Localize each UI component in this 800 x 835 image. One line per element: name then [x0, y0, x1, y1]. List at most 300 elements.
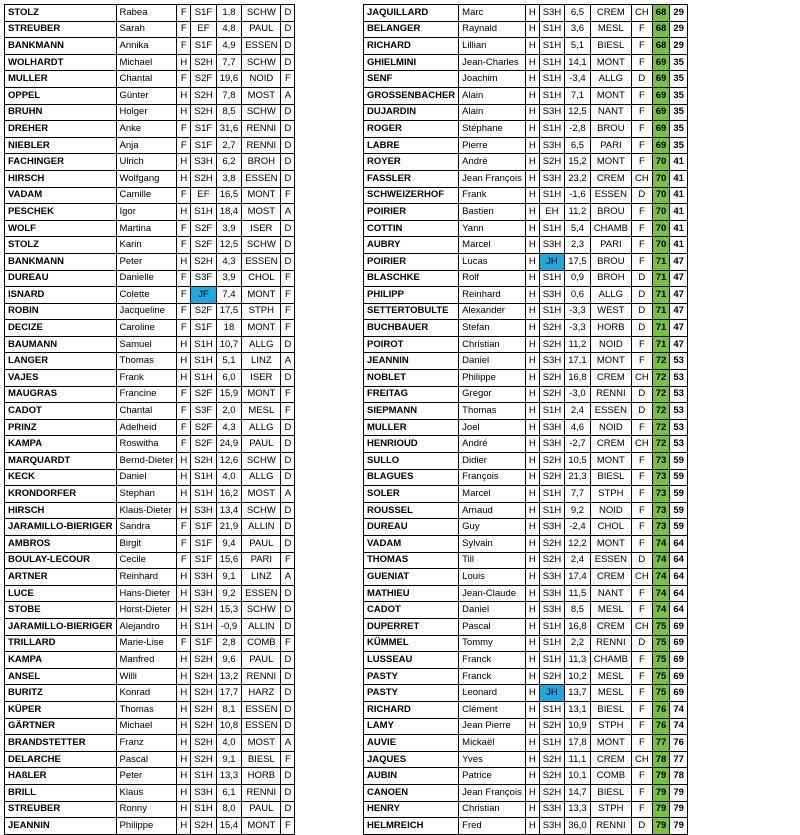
first-name-cell: Alejandro	[116, 618, 177, 635]
country-cell: CH	[632, 170, 653, 187]
category-cell: S2H	[539, 370, 564, 387]
club-cell: PAUL	[242, 652, 281, 669]
table-row	[364, 38, 688, 55]
table-row	[364, 585, 688, 602]
points-cell: 64	[670, 602, 688, 619]
surname-cell: AUVIE	[364, 735, 459, 752]
sex-cell: H	[525, 403, 539, 420]
category-cell: S1H	[539, 303, 564, 320]
country-cell: A	[281, 486, 295, 503]
surname-cell: KRONDORFER	[5, 486, 117, 503]
points-cell: 69	[670, 635, 688, 652]
surname-cell: BANKMANN	[5, 253, 117, 270]
surname-cell: STREUBER	[5, 21, 117, 38]
club-cell: ISER	[242, 370, 281, 387]
club-cell: MOST	[242, 87, 281, 104]
surname-cell: KÜMMEL	[364, 635, 459, 652]
category-cell: S1H	[539, 21, 564, 38]
category-cell: S1H	[539, 735, 564, 752]
country-cell: D	[281, 21, 295, 38]
sex-cell: H	[525, 170, 539, 187]
club-cell: COMB	[242, 635, 281, 652]
rank-cell: 69	[652, 87, 670, 104]
value-cell: 6,5	[565, 5, 591, 22]
country-cell: D	[632, 386, 653, 403]
value-cell: 2,4	[565, 552, 591, 569]
first-name-cell: Fred	[459, 818, 526, 835]
category-cell: S1H	[191, 486, 216, 503]
category-cell: S3H	[539, 353, 564, 370]
club-cell: NOID	[242, 71, 281, 88]
club-cell: BROU	[590, 204, 631, 221]
club-cell: ALLG	[242, 336, 281, 353]
category-cell: S2H	[539, 154, 564, 171]
value-cell: 2,7	[216, 137, 242, 154]
category-cell: S2H	[539, 453, 564, 470]
country-cell: D	[281, 5, 295, 22]
club-cell: HORB	[590, 320, 631, 337]
points-cell: 59	[670, 469, 688, 486]
category-cell: S1H	[539, 652, 564, 669]
table-row	[364, 735, 688, 752]
value-cell: 9,4	[216, 536, 242, 553]
category-cell: S2H	[191, 718, 216, 735]
value-cell: 11,3	[565, 652, 591, 669]
country-cell: F	[632, 54, 653, 71]
value-cell: 12,5	[216, 237, 242, 254]
club-cell: BIESL	[590, 701, 631, 718]
country-cell: D	[281, 237, 295, 254]
first-name-cell: Konrad	[116, 685, 177, 702]
club-cell: PAUL	[242, 536, 281, 553]
value-cell: 13,7	[565, 685, 591, 702]
surname-cell: SOLER	[364, 486, 459, 503]
surname-cell: CADOT	[5, 403, 117, 420]
sex-cell: H	[525, 38, 539, 55]
first-name-cell: Karin	[116, 237, 177, 254]
table-row	[5, 784, 295, 801]
category-cell: S2H	[191, 54, 216, 71]
category-cell: S2H	[191, 818, 216, 835]
first-name-cell: Camille	[116, 187, 177, 204]
table-row	[5, 635, 295, 652]
value-cell: 5,4	[565, 220, 591, 237]
club-cell: MOST	[242, 735, 281, 752]
country-cell: D	[632, 552, 653, 569]
surname-cell: DUPERRET	[364, 618, 459, 635]
sex-cell: H	[525, 419, 539, 436]
surname-cell: HAßLER	[5, 768, 117, 785]
category-cell: S1H	[191, 801, 216, 818]
surname-cell: COTTIN	[364, 220, 459, 237]
table-row	[5, 652, 295, 669]
first-name-cell: Bernd-Dieter	[116, 453, 177, 470]
table-row	[5, 486, 295, 503]
club-cell: RENNI	[590, 386, 631, 403]
first-name-cell: Adelheid	[116, 419, 177, 436]
first-name-cell: Joachim	[459, 71, 526, 88]
table-row	[364, 353, 688, 370]
table-row	[364, 5, 688, 22]
sex-cell: F	[177, 220, 191, 237]
country-cell: F	[281, 635, 295, 652]
category-cell: S1H	[539, 87, 564, 104]
sex-cell: H	[525, 735, 539, 752]
country-cell: D	[281, 54, 295, 71]
surname-cell: KAMPA	[5, 652, 117, 669]
club-cell: NANT	[590, 585, 631, 602]
sex-cell: H	[177, 652, 191, 669]
surname-cell: SCHWEIZERHOF	[364, 187, 459, 204]
value-cell: 0,9	[565, 270, 591, 287]
table-row	[364, 685, 688, 702]
club-cell: CREM	[590, 618, 631, 635]
value-cell: 11,2	[565, 204, 591, 221]
surname-cell: BANKMANN	[5, 38, 117, 55]
club-cell: RENNI	[242, 137, 281, 154]
first-name-cell: Chantal	[116, 403, 177, 420]
value-cell: 4,0	[216, 735, 242, 752]
country-cell: D	[632, 303, 653, 320]
first-name-cell: Stéphane	[459, 121, 526, 138]
points-cell: 74	[670, 701, 688, 718]
table-row	[5, 718, 295, 735]
category-cell: S2H	[191, 602, 216, 619]
category-cell: S3H	[539, 569, 564, 586]
surname-cell: GROSSENBACHER	[364, 87, 459, 104]
rank-cell: 69	[652, 54, 670, 71]
first-name-cell: Marcel	[459, 486, 526, 503]
category-cell: S2H	[191, 253, 216, 270]
country-cell: D	[632, 635, 653, 652]
first-name-cell: Jacqueline	[116, 303, 177, 320]
category-cell: S1H	[191, 204, 216, 221]
surname-cell: MULLER	[364, 419, 459, 436]
club-cell: ESSEN	[590, 552, 631, 569]
points-cell: 53	[670, 353, 688, 370]
category-cell: S2H	[191, 652, 216, 669]
surname-cell: RICHARD	[364, 38, 459, 55]
points-cell: 47	[670, 287, 688, 304]
country-cell: D	[281, 602, 295, 619]
results-table-left	[4, 4, 295, 835]
rank-cell: 74	[652, 536, 670, 553]
table-row	[5, 469, 295, 486]
value-cell: 2,0	[216, 403, 242, 420]
sex-cell: H	[525, 469, 539, 486]
value-cell: 16,2	[216, 486, 242, 503]
first-name-cell: Yann	[459, 220, 526, 237]
sex-cell: F	[177, 38, 191, 55]
table-row	[364, 618, 688, 635]
sex-cell: H	[525, 71, 539, 88]
first-name-cell: Anke	[116, 121, 177, 138]
club-cell: BIESL	[242, 751, 281, 768]
value-cell: -3,3	[565, 320, 591, 337]
table-row	[364, 768, 688, 785]
surname-cell: VAJES	[5, 370, 117, 387]
club-cell: NOID	[590, 502, 631, 519]
value-cell: 9,2	[216, 585, 242, 602]
country-cell: F	[632, 38, 653, 55]
rank-cell: 77	[652, 735, 670, 752]
table-row	[5, 71, 295, 88]
country-cell: F	[632, 668, 653, 685]
surname-cell: OPPEL	[5, 87, 117, 104]
surname-cell: BRANDSTETTER	[5, 735, 117, 752]
sex-cell: H	[177, 784, 191, 801]
value-cell: 7,8	[216, 87, 242, 104]
country-cell: CH	[632, 569, 653, 586]
table-row	[364, 403, 688, 420]
club-cell: HORB	[242, 768, 281, 785]
sex-cell: H	[177, 718, 191, 735]
first-name-cell: Clément	[459, 701, 526, 718]
club-cell: STPH	[242, 303, 281, 320]
first-name-cell: Christian	[459, 336, 526, 353]
first-name-cell: Tommy	[459, 635, 526, 652]
sex-cell: H	[177, 569, 191, 586]
country-cell: F	[281, 386, 295, 403]
rank-cell: 73	[652, 469, 670, 486]
table-row	[364, 536, 688, 553]
table-row	[364, 751, 688, 768]
points-cell: 35	[670, 104, 688, 121]
value-cell: 17,5	[565, 253, 591, 270]
country-cell: F	[632, 419, 653, 436]
table-row	[5, 552, 295, 569]
club-cell: MESL	[590, 21, 631, 38]
points-cell: 35	[670, 121, 688, 138]
category-cell: S3H	[539, 5, 564, 22]
club-cell: MESL	[590, 668, 631, 685]
first-name-cell: Pascal	[116, 751, 177, 768]
table-row	[5, 137, 295, 154]
club-cell: BROU	[590, 253, 631, 270]
value-cell: 2,8	[216, 635, 242, 652]
surname-cell: JARAMILLO-BIERIGER	[5, 519, 117, 536]
category-cell: S2H	[539, 336, 564, 353]
category-cell: S3H	[191, 502, 216, 519]
first-name-cell: Raynald	[459, 21, 526, 38]
points-cell: 53	[670, 370, 688, 387]
category-cell: S1F	[191, 137, 216, 154]
category-cell: S1H	[191, 353, 216, 370]
table-row	[364, 668, 688, 685]
surname-cell: GHIELMINI	[364, 54, 459, 71]
country-cell: F	[632, 519, 653, 536]
table-row	[5, 320, 295, 337]
first-name-cell: Franck	[459, 668, 526, 685]
value-cell: 36,0	[565, 818, 591, 835]
country-cell: F	[632, 602, 653, 619]
country-cell: D	[281, 801, 295, 818]
country-cell: F	[632, 237, 653, 254]
country-cell: F	[632, 585, 653, 602]
first-name-cell: Alain	[459, 87, 526, 104]
rank-cell: 70	[652, 187, 670, 204]
club-cell: RENNI	[242, 121, 281, 138]
country-cell: F	[632, 768, 653, 785]
club-cell: ESSEN	[242, 701, 281, 718]
category-cell: S3H	[539, 287, 564, 304]
club-cell: ESSEN	[590, 187, 631, 204]
sex-cell: H	[525, 104, 539, 121]
surname-cell: DECIZE	[5, 320, 117, 337]
club-cell: PAUL	[242, 21, 281, 38]
table-row	[364, 718, 688, 735]
surname-cell: BRUHN	[5, 104, 117, 121]
table-row	[5, 21, 295, 38]
category-cell: S1F	[191, 536, 216, 553]
sex-cell: H	[177, 469, 191, 486]
category-cell: S3H	[539, 170, 564, 187]
surname-cell: SETTERTOBULTE	[364, 303, 459, 320]
club-cell: LINZ	[242, 569, 281, 586]
value-cell: 6,5	[565, 137, 591, 154]
first-name-cell: Louis	[459, 569, 526, 586]
surname-cell: POIRIER	[364, 204, 459, 221]
sex-cell: F	[177, 635, 191, 652]
points-cell: 35	[670, 137, 688, 154]
country-cell: D	[281, 502, 295, 519]
points-cell: 79	[670, 818, 688, 835]
country-cell: F	[632, 104, 653, 121]
first-name-cell: Michael	[116, 54, 177, 71]
surname-cell: KÜPER	[5, 701, 117, 718]
sex-cell: H	[177, 751, 191, 768]
category-cell: S2H	[539, 768, 564, 785]
category-cell: JH	[539, 253, 564, 270]
surname-cell: SIEPMANN	[364, 403, 459, 420]
sex-cell: H	[525, 453, 539, 470]
category-cell: S3H	[539, 137, 564, 154]
sex-cell: H	[177, 768, 191, 785]
value-cell: 4,6	[565, 419, 591, 436]
surname-cell: PASTY	[364, 685, 459, 702]
points-cell: 69	[670, 685, 688, 702]
first-name-cell: Yves	[459, 751, 526, 768]
surname-cell: ANSEL	[5, 668, 117, 685]
category-cell: S3F	[191, 403, 216, 420]
surname-cell: CANOEN	[364, 784, 459, 801]
first-name-cell: François	[459, 469, 526, 486]
surname-cell: ROYER	[364, 154, 459, 171]
club-cell: BROH	[590, 270, 631, 287]
category-cell: S1F	[191, 121, 216, 138]
value-cell: 16,8	[565, 618, 591, 635]
value-cell: 13,3	[216, 768, 242, 785]
category-cell: S2H	[539, 386, 564, 403]
sex-cell: H	[525, 121, 539, 138]
country-cell: CH	[632, 436, 653, 453]
first-name-cell: Jean-Charles	[459, 54, 526, 71]
country-cell: D	[632, 818, 653, 835]
rank-cell: 71	[652, 320, 670, 337]
table-row	[5, 386, 295, 403]
first-name-cell: Jean François	[459, 784, 526, 801]
sex-cell: F	[177, 552, 191, 569]
country-cell: CH	[632, 5, 653, 22]
first-name-cell: Leonard	[459, 685, 526, 702]
country-cell: D	[281, 137, 295, 154]
points-cell: 53	[670, 419, 688, 436]
table-row	[5, 303, 295, 320]
country-cell: A	[281, 353, 295, 370]
surname-cell: FASSLER	[364, 170, 459, 187]
sex-cell: H	[525, 818, 539, 835]
country-cell: F	[281, 403, 295, 420]
category-cell: S1H	[191, 618, 216, 635]
rank-cell: 76	[652, 701, 670, 718]
first-name-cell: Horst-Dieter	[116, 602, 177, 619]
points-cell: 53	[670, 403, 688, 420]
club-cell: MONT	[590, 353, 631, 370]
surname-cell: DELARCHE	[5, 751, 117, 768]
club-cell: CHOL	[590, 519, 631, 536]
first-name-cell: Chantal	[116, 71, 177, 88]
surname-cell: JAQUILLARD	[364, 5, 459, 22]
country-cell: D	[281, 104, 295, 121]
surname-cell: HENRIOUD	[364, 436, 459, 453]
country-cell: F	[281, 552, 295, 569]
value-cell: -0,9	[216, 618, 242, 635]
sex-cell: H	[177, 154, 191, 171]
club-cell: PAUL	[242, 436, 281, 453]
country-cell: D	[281, 370, 295, 387]
value-cell: 17,8	[565, 735, 591, 752]
table-row	[364, 336, 688, 353]
sex-cell: H	[525, 801, 539, 818]
surname-cell: WOLF	[5, 220, 117, 237]
surname-cell: BAUMANN	[5, 336, 117, 353]
club-cell: CREM	[590, 370, 631, 387]
table-row	[5, 87, 295, 104]
table-row	[364, 419, 688, 436]
first-name-cell: Till	[459, 552, 526, 569]
first-name-cell: Frank	[459, 187, 526, 204]
first-name-cell: Franz	[116, 735, 177, 752]
first-name-cell: Didier	[459, 453, 526, 470]
club-cell: SCHW	[242, 5, 281, 22]
value-cell: 4,3	[216, 419, 242, 436]
sex-cell: H	[525, 668, 539, 685]
country-cell: F	[632, 718, 653, 735]
points-cell: 69	[670, 652, 688, 669]
points-cell: 64	[670, 536, 688, 553]
category-cell: S1H	[539, 121, 564, 138]
country-cell: F	[632, 469, 653, 486]
country-cell: F	[632, 336, 653, 353]
rank-cell: 79	[652, 801, 670, 818]
table-row	[5, 668, 295, 685]
surname-cell: BUCHBAUER	[364, 320, 459, 337]
surname-cell: LUSSEAU	[364, 652, 459, 669]
rank-cell: 68	[652, 38, 670, 55]
sex-cell: H	[525, 436, 539, 453]
rank-cell: 73	[652, 453, 670, 470]
sex-cell: H	[525, 5, 539, 22]
country-cell: D	[632, 187, 653, 204]
first-name-cell: Wolfgang	[116, 170, 177, 187]
rank-cell: 73	[652, 486, 670, 503]
club-cell: ISER	[242, 220, 281, 237]
category-cell: EF	[191, 21, 216, 38]
table-row	[364, 602, 688, 619]
rank-cell: 72	[652, 353, 670, 370]
points-cell: 41	[670, 154, 688, 171]
table-row	[5, 818, 295, 835]
